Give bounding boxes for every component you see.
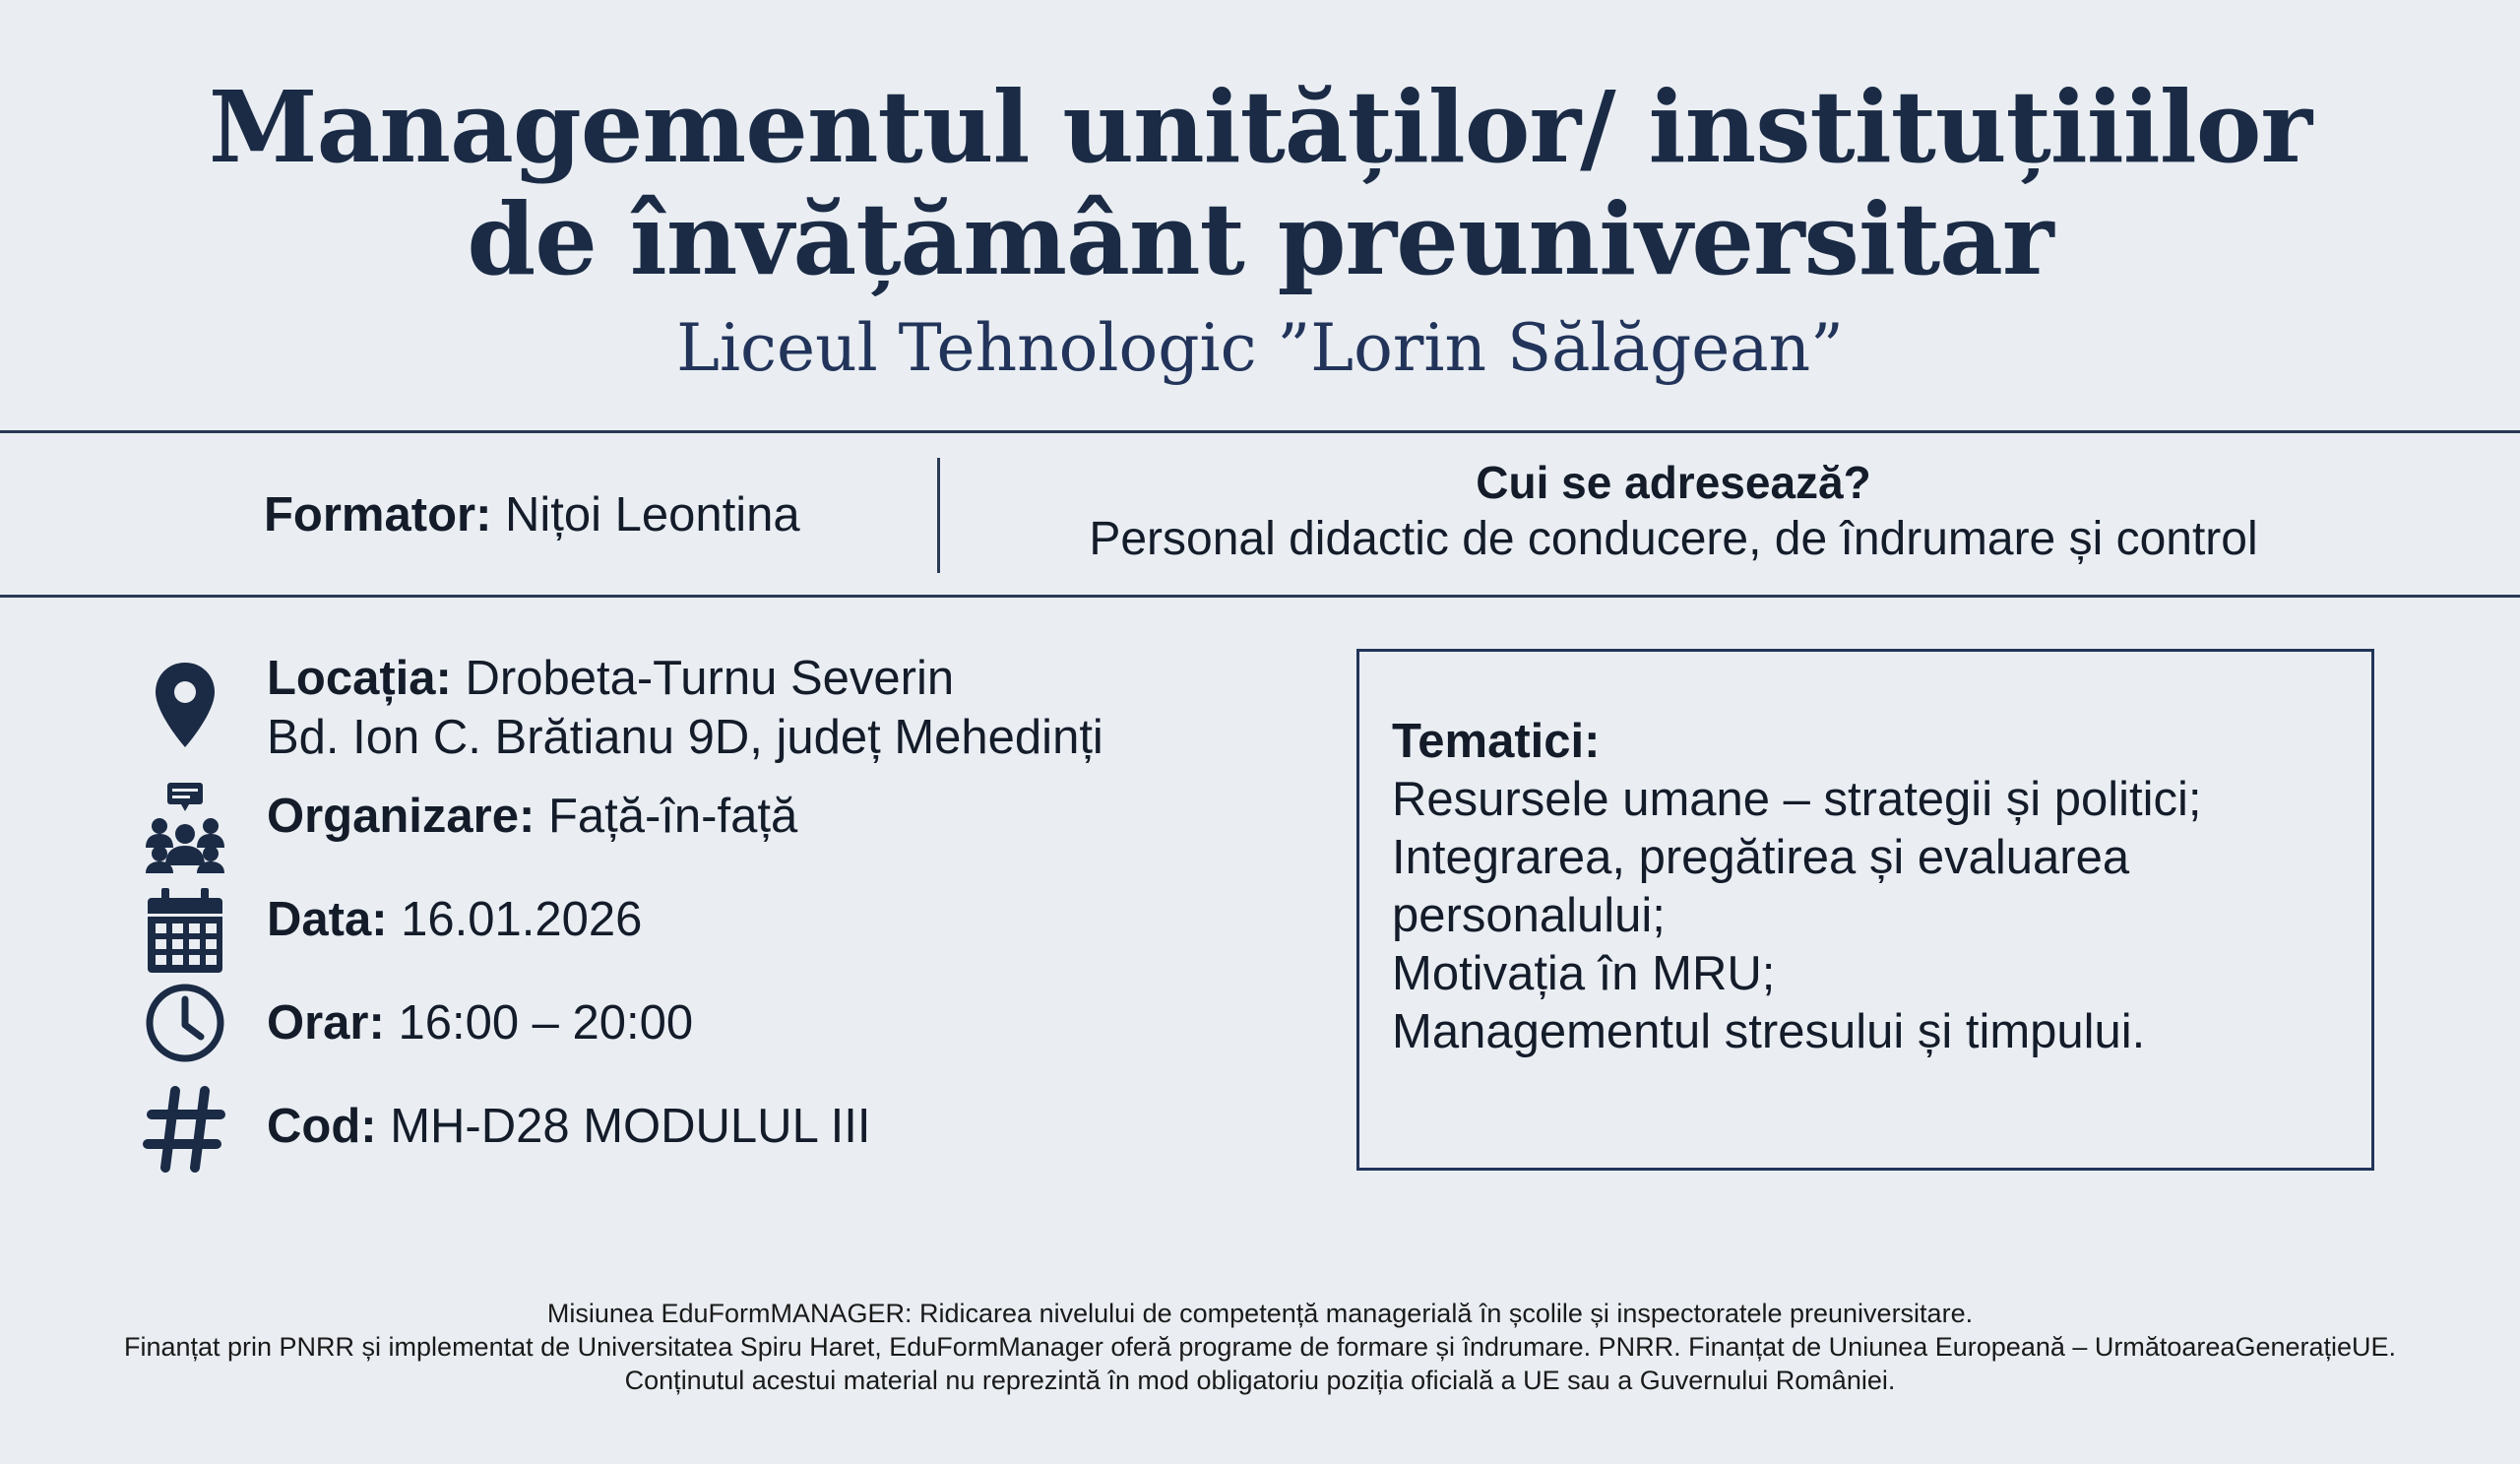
organization-label: Organizare: [267, 790, 536, 843]
audience-value: Personal didactic de conducere, de îndrumare și control [1089, 513, 2258, 565]
schedule-label: Orar: [267, 996, 385, 1050]
footer-line-3: Conținutul acestui material nu reprezintă în mod obligatoriu poziția oficială a UE sau a Guvernului României. [624, 1366, 1896, 1395]
topic-line: Integrarea, pregătirea și evaluarea [1392, 831, 2130, 884]
topic-line: Resursele umane – strategii și politici; [1392, 773, 2202, 826]
topic-line: Motivația în MRU; [1392, 947, 1776, 1000]
page-title-line-1: Managementul unităților/ instituțiiilor [208, 69, 2312, 185]
page-title-line-2: de învățământ preuniversitar [467, 181, 2053, 297]
group-meeting-icon [138, 779, 232, 873]
topic-line: personalului; [1392, 889, 1666, 942]
footer [0, 1297, 2520, 1397]
page-subtitle: Liceul Tehnologic ”Lorin Sălăgean” [676, 310, 1844, 386]
info-row [0, 434, 2520, 596]
hashtag-icon [138, 1081, 232, 1176]
formator [264, 485, 800, 544]
schedule-value: 16:00 – 20:00 [398, 996, 694, 1050]
topics-box [1356, 649, 2374, 1171]
location-line-2: Bd. Ion C. Brătianu 9D, județ Mehedinți [267, 711, 1103, 764]
footer-line-2: Finanțat prin PNRR și implementat de Universitatea Spiru Haret, EduFormManager oferă programe de formare și îndrumare. PNRR. Finanțat de Uniunea Europeană – UrmătoareaGenerațieUE. [123, 1332, 2397, 1362]
audience [984, 454, 2362, 568]
formator-label: Formator: [264, 488, 492, 541]
top-divider [0, 430, 2520, 433]
bottom-divider [0, 595, 2520, 598]
code-label: Cod: [267, 1100, 377, 1153]
date-label: Data: [267, 893, 388, 946]
location-pin-icon [138, 657, 232, 751]
clock-icon [138, 976, 232, 1070]
location-line-1: Drobeta-Turnu Severin [465, 652, 955, 705]
date-value: 16.01.2026 [401, 893, 643, 946]
topic-line: Managementul stresului și timpului. [1392, 1005, 2146, 1058]
vertical-divider [937, 458, 940, 573]
header [0, 71, 2520, 388]
calendar-icon [138, 884, 232, 979]
topics-content [1392, 713, 2337, 1061]
formator-value: Nițoi Leontina [505, 488, 800, 541]
topics-title: Tematici: [1392, 715, 1601, 768]
location-label: Locația: [267, 652, 452, 705]
code-value: MH-D28 MODULUL III [390, 1100, 871, 1153]
audience-label: Cui se adresează? [1476, 457, 1871, 508]
footer-line-1: Misiunea EduFormMANAGER: Ridicarea nivelului de competență managerială în școlile și inspectoratele preuniversitare. [546, 1299, 1974, 1328]
organization-value: Față-în-față [547, 790, 798, 843]
